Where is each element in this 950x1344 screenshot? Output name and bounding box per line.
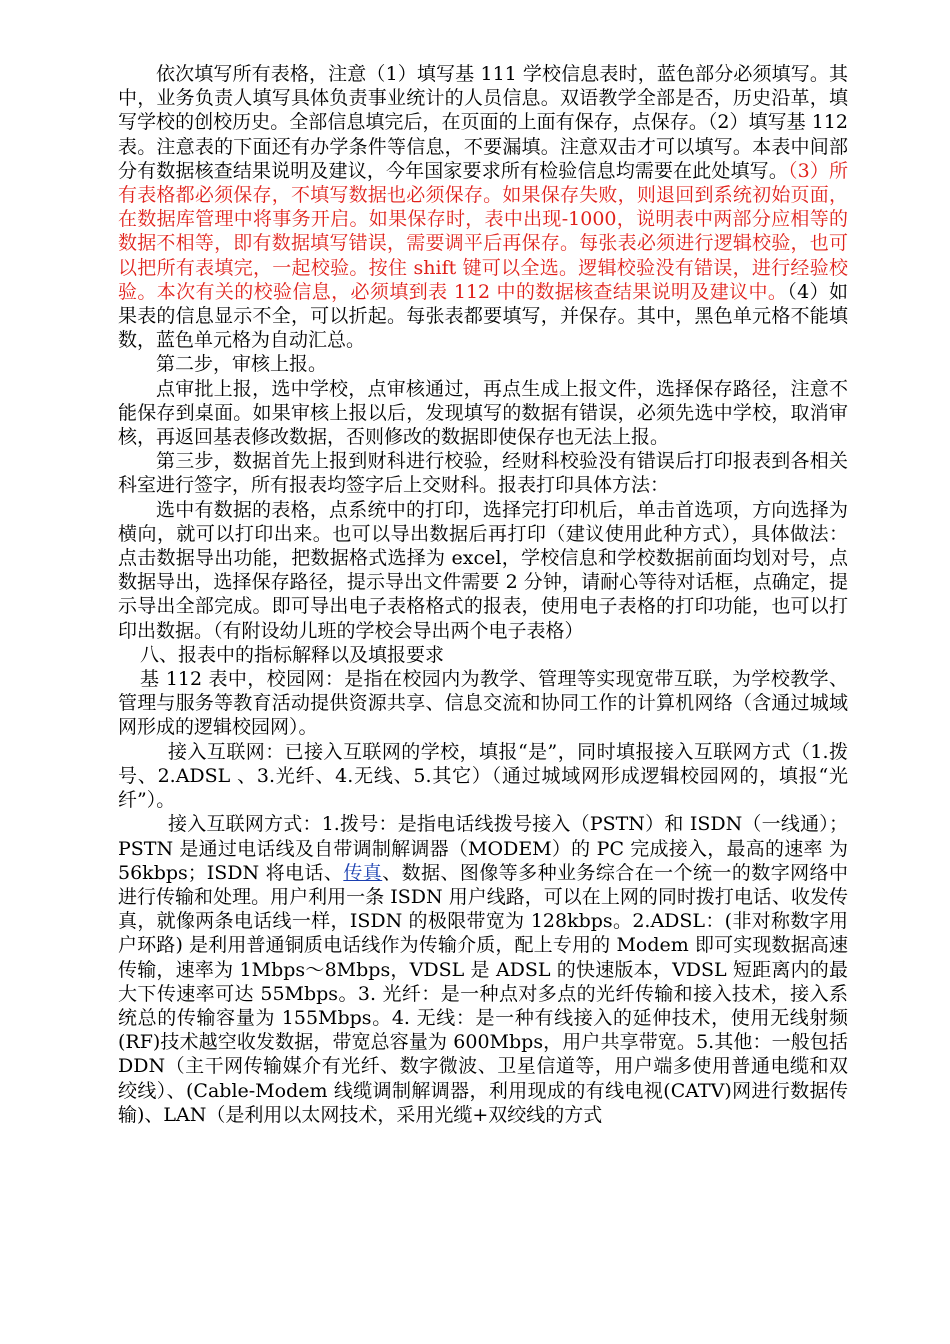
paragraph-access-methods xyxy=(118,812,848,1127)
step2-heading: 第二步，审核上报。 xyxy=(156,353,328,376)
paragraph-print-method: 选中有数据的表格，点系统中的打印，选择完打印机后，单击首选项，方向选择为横向，就可以打印出来。也可以导出数据后再打印（建议使用此种方式），具体做法：点击数据导出功能，把数据格式选择为 excel，学校信息和学校数据前面均划对号，点数据导出，选择保存路径，提示导出文件需要 2 分钟，请耐心等待对话框，点确定，提示导出全部完成。即可导出电子表格格式的报表，使用电子表格的打印功能，也可以打印出数据。（有附设幼儿班的学校会导出两个电子表格） xyxy=(118,498,848,642)
link-fax[interactable]: 传真 xyxy=(343,861,383,884)
section-heading-8: 八、报表中的指标解释以及填报要求 xyxy=(140,643,445,666)
text-fill-note: （4）如果表的信息显示不全，可以折起。每张表都要填写，并保存。其中，黑色单元格不能填数，蓝色单元格为自动汇总。 xyxy=(118,280,848,352)
text-access-methods-b: 、数据、图像等多种业务综合在一个统一的数字网络中进行传输和处理。用户利用一条 ISDN 用户线路，可以在上网的同时拨打电话、收发传真，就像两条电话线一样，ISDN 的极限带宽为 128kbps。2.ADSL：(非对称数字用户环路) 是利用普通铜质电话线作为传输介质，配上专用的 Modem 即可实现数据高速传输，速率为 1Mbps～8Mbps，VDSL 是 ADSL 的快速版本，VDSL 短距离内的最大下传速率可达 55Mbps。3. 光纤：是一种点对多点的光纤传输和接入技术，接入系统总的传输容量为 155Mbps。4. 无线：是一种有线接入的延伸技术，使用无线射频(RF)技术越空收发数据，带宽总容量为 600Mbps，用户共享带宽。5.其他：一般包括 DDN（主干网传输媒介有光纤、数字微波、卫星信道等，用户端多使用普通电缆和双绞线）、(Cable-Modem 线缆调制解调器，利用现成的有线电视(CATV)网进行数据传输)、LAN（是利用以太网技术，采用光缆+双绞线的方式 xyxy=(118,861,848,1126)
text-access-methods-a: 接入互联网方式：1.拨号：是指电话线拨号接入（PSTN）和 ISDN（一线通）；PSTN 是通过电话线及自带调制解调器（MODEM）的 PC 完成接入，最高的速率 为 56kbps；ISDN 将电话、 xyxy=(118,813,848,884)
paragraph-internet-access: 接入互联网：已接入互联网的学校，填报“是”，同时填报接入互联网方式（1.拨号、2.ADSL 、3.光纤、4.无线、5.其它）（通过城域网形成逻辑校园网的，填报“光纤”）。 xyxy=(118,740,848,812)
paragraph-step3: 第三步，数据首先上报到财科进行校验，经财科校验没有错误后打印报表到各相关科室进行签字，所有报表均签字后上交财科。报表打印具体方法： xyxy=(118,450,848,497)
paragraph-campus-network: 基 112 表中，校园网：是指在校园内为教学、管理等实现宽带互联，为学校教学、管理与服务等教育活动提供资源共享、信息交流和协同工作的计算机网络（含通过城域网形成的逻辑校园网）。 xyxy=(118,668,848,739)
text-fill-instructions: 依次填写所有表格，注意（1）填写基 111 学校信息表时，蓝色部分必须填写。其中，业务负责人填写具体负责事业统计的人员信息。双语教学全部是否，历史沿革，填写学校的创校历史。全部信息填完后，在页面的上面有保存，点保存。（2）填写基 112 表。注意表的下面还有办学条件等信息，不要漏填。注意双击才可以填写。本表中间部分有数据核查结果说明及建议，今年国家要求所有检验信息均需要在此处填写。 xyxy=(118,63,848,182)
paragraph-step2: 点审批上报，选中学校，点审核通过，再点生成上报文件，选择保存路径，注意不能保存到桌面。如果审核上报以后，发现填写的数据有错误，必须先选中学校，取消审核，再返回基表修改数据，否则修改的数据即使保存也无法上报。 xyxy=(118,377,848,449)
paragraph-fill-tables xyxy=(118,62,848,352)
document-body xyxy=(118,62,848,1127)
text-save-validation-red: （3）所有表格都必须保存，不填写数据也必须保存。如果保存失败，则退回到系统初始页面，在数据库管理中将事务开启。如果保存时，表中出现-1000，说明表中两部分应相等的数据不相等，即有数据填写错误，需要调平后再保存。每张表必须进行逻辑校验，也可以把所有表填完，一起校验。按住 shift 键可以全选。逻辑校验没有错误，进行经验校验。本次有关的校验信息，必须填到表 112 中的数据核查结果说明及建议中。 xyxy=(118,159,848,303)
